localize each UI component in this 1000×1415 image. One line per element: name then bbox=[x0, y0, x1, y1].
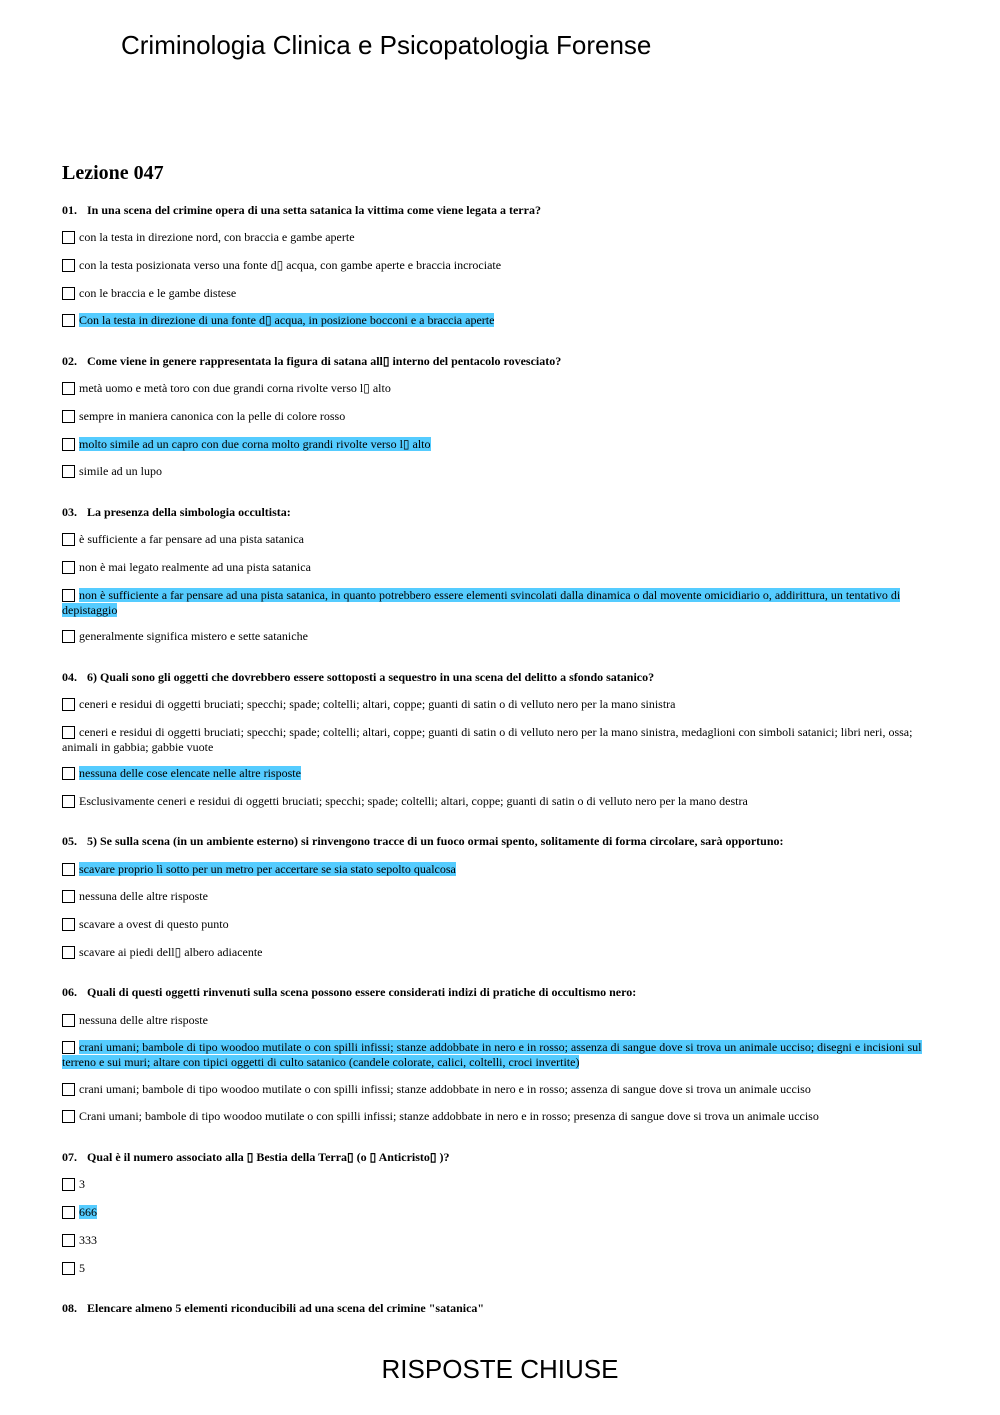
answer-option-text: sempre in maniera canonica con la pelle di colore rosso bbox=[79, 409, 346, 423]
answer-option-text: generalmente significa mistero e sette sataniche bbox=[79, 629, 308, 643]
answer-option-text: scavare proprio lì sotto per un metro per accertare se sia stato sepolto qualcosa bbox=[79, 862, 456, 876]
answer-option-text: non è mai legato realmente ad una pista satanica bbox=[79, 560, 311, 574]
answer-option-text: nessuna delle altre risposte bbox=[79, 1013, 208, 1027]
answer-option-text: ceneri e residui di oggetti bruciati; specchi; spade; coltelli; altari, coppe; guanti di satin o di velluto nero per la mano sinistra bbox=[79, 697, 676, 711]
lesson-title: Lezione 047 bbox=[62, 162, 164, 184]
answer-option-text: con la testa posizionata verso una fonte d▯ acqua, con gambe aperte e braccia incrociate bbox=[79, 258, 502, 272]
answer-checkbox[interactable] bbox=[62, 946, 75, 959]
answer-option bbox=[62, 794, 937, 809]
answer-checkbox[interactable] bbox=[62, 698, 75, 711]
answer-checkbox[interactable] bbox=[62, 465, 75, 478]
answer-option bbox=[62, 889, 937, 904]
answer-checkbox[interactable] bbox=[62, 767, 75, 780]
answer-option-text: crani umani; bambole di tipo woodoo mutilate o con spilli infissi; stanze addobbate in nero e in rosso; assenza di sangue dove si trova un animale ucciso; disegni e incisioni sul terreno e sui muri; altare con tipici oggetti di culto satanico (candele colorate, calici, coltelli, croci invertite) bbox=[62, 1040, 922, 1069]
answer-checkbox[interactable] bbox=[62, 438, 75, 451]
answer-option-text: con la testa in direzione nord, con braccia e gambe aperte bbox=[79, 230, 355, 244]
answer-option-text: 5 bbox=[79, 1261, 85, 1275]
question-number: 07. bbox=[62, 1150, 77, 1164]
answer-checkbox[interactable] bbox=[62, 1110, 75, 1123]
answer-option bbox=[62, 230, 937, 245]
question-heading bbox=[62, 670, 937, 685]
answer-option-text: nessuna delle cose elencate nelle altre risposte bbox=[79, 766, 301, 780]
answer-option bbox=[62, 629, 937, 644]
question-text: La presenza della simbologia occultista: bbox=[87, 505, 291, 519]
answer-option bbox=[62, 697, 937, 712]
question-text: Qual è il numero associato alla ▯ Bestia della Terra▯ (o ▯ Anticristo▯ )? bbox=[87, 1150, 450, 1164]
question-number: 04. bbox=[62, 670, 77, 684]
answer-option bbox=[62, 1109, 937, 1124]
answer-option bbox=[62, 560, 937, 575]
answer-checkbox[interactable] bbox=[62, 1041, 75, 1054]
answer-checkbox[interactable] bbox=[62, 1083, 75, 1096]
answer-checkbox[interactable] bbox=[62, 1014, 75, 1027]
answer-checkbox[interactable] bbox=[62, 231, 75, 244]
answer-option-correct bbox=[62, 766, 937, 781]
answer-option bbox=[62, 725, 937, 755]
answer-option bbox=[62, 1177, 937, 1192]
answer-option bbox=[62, 1013, 937, 1028]
answer-checkbox[interactable] bbox=[62, 795, 75, 808]
answer-option-text: 333 bbox=[79, 1233, 97, 1247]
section-footer-label: RISPOSTE CHIUSE bbox=[381, 1354, 619, 1384]
answer-option-correct bbox=[62, 313, 937, 328]
answer-option bbox=[62, 1233, 937, 1248]
answer-option bbox=[62, 917, 937, 932]
document-header-title: Criminologia Clinica e Psicopatologia Forense bbox=[121, 30, 652, 60]
answer-option-text: Esclusivamente ceneri e residui di oggetti bruciati; specchi; spade; coltelli; altari, coppe; guanti di satin o di velluto nero per la mano destra bbox=[79, 794, 748, 808]
question-heading bbox=[62, 505, 937, 520]
answer-option-correct bbox=[62, 1205, 937, 1220]
answer-option-text: con le braccia e le gambe distese bbox=[79, 286, 237, 300]
answer-checkbox[interactable] bbox=[62, 287, 75, 300]
answer-option-text: è sufficiente a far pensare ad una pista satanica bbox=[79, 532, 304, 546]
answer-checkbox[interactable] bbox=[62, 918, 75, 931]
answer-checkbox[interactable] bbox=[62, 410, 75, 423]
answer-checkbox[interactable] bbox=[62, 314, 75, 327]
answer-option bbox=[62, 1261, 937, 1276]
answer-option-text: nessuna delle altre risposte bbox=[79, 889, 208, 903]
answer-option-text: molto simile ad un capro con due corna molto grandi rivolte verso l▯ alto bbox=[79, 437, 431, 451]
answer-option-text: ceneri e residui di oggetti bruciati; specchi; spade; coltelli; altari, coppe; guanti di satin o di velluto nero per la mano sinistra, medaglioni con simboli satanici; libri neri, ossa; animali in gabbia; gabbie vuote bbox=[62, 725, 913, 754]
question-heading bbox=[62, 1301, 937, 1316]
answer-option bbox=[62, 258, 937, 273]
question-number: 05. bbox=[62, 834, 77, 848]
question-text: Quali di questi oggetti rinvenuti sulla scena possono essere considerati indizi di pratiche di occultismo nero: bbox=[87, 985, 637, 999]
answer-option-correct bbox=[62, 1040, 937, 1070]
answer-checkbox[interactable] bbox=[62, 726, 75, 739]
answer-checkbox[interactable] bbox=[62, 1262, 75, 1275]
answer-option-text: scavare a ovest di questo punto bbox=[79, 917, 229, 931]
question-text: 6) Quali sono gli oggetti che dovrebbero essere sottoposti a sequestro in una scena del delitto a sfondo satanico? bbox=[87, 670, 655, 684]
answer-option-text: 666 bbox=[79, 1205, 97, 1219]
answer-option-text: non è sufficiente a far pensare ad una pista satanica, in quanto potrebbero essere elementi svincolati dalla dinamica o dal movente omicidiario o, addirittura, un tentativo di depistaggio bbox=[62, 588, 901, 617]
question-heading bbox=[62, 1150, 937, 1165]
answer-option bbox=[62, 409, 937, 424]
answer-option bbox=[62, 381, 937, 396]
question-number: 01. bbox=[62, 203, 77, 217]
answer-checkbox[interactable] bbox=[62, 1178, 75, 1191]
answer-checkbox[interactable] bbox=[62, 382, 75, 395]
answer-option-text: metà uomo e metà toro con due grandi corna rivolte verso l▯ alto bbox=[79, 381, 391, 395]
answer-option-text: simile ad un lupo bbox=[79, 464, 162, 478]
answer-option-correct bbox=[62, 437, 937, 452]
question-number: 02. bbox=[62, 354, 77, 368]
answer-option-text: 3 bbox=[79, 1177, 85, 1191]
answer-option bbox=[62, 1082, 937, 1097]
answer-checkbox[interactable] bbox=[62, 1206, 75, 1219]
answer-option bbox=[62, 532, 937, 547]
question-text: Elencare almeno 5 elementi riconducibili ad una scena del crimine "satanica" bbox=[87, 1301, 485, 1315]
answer-checkbox[interactable] bbox=[62, 589, 75, 602]
answer-option-text: scavare ai piedi dell▯ albero adiacente bbox=[79, 945, 263, 959]
answer-option-correct bbox=[62, 862, 937, 877]
answer-option bbox=[62, 464, 937, 479]
answer-option-correct bbox=[62, 588, 937, 618]
answer-option bbox=[62, 286, 937, 301]
answer-option-text: Con la testa in direzione di una fonte d▯ acqua, in posizione bocconi e a braccia aperte bbox=[79, 313, 495, 327]
answer-checkbox[interactable] bbox=[62, 561, 75, 574]
answer-checkbox[interactable] bbox=[62, 863, 75, 876]
answer-checkbox[interactable] bbox=[62, 890, 75, 903]
question-number: 08. bbox=[62, 1301, 77, 1315]
question-number: 06. bbox=[62, 985, 77, 999]
answer-checkbox[interactable] bbox=[62, 1234, 75, 1247]
question-heading bbox=[62, 985, 937, 1000]
question-text: 5) Se sulla scena (in un ambiente esterno) si rinvengono tracce di un fuoco ormai spento, solitamente di forma circolare, sarà opportuno: bbox=[87, 834, 784, 848]
question-text: In una scena del crimine opera di una setta satanica la vittima come viene legata a terra? bbox=[87, 203, 541, 217]
answer-checkbox[interactable] bbox=[62, 533, 75, 546]
answer-checkbox[interactable] bbox=[62, 259, 75, 272]
answer-option-text: Crani umani; bambole di tipo woodoo mutilate o con spilli infissi; stanze addobbate in nero e in rosso; presenza di sangue dove si trova un animale ucciso bbox=[79, 1109, 819, 1123]
question-heading bbox=[62, 203, 937, 218]
question-number: 03. bbox=[62, 505, 77, 519]
question-heading bbox=[62, 834, 937, 849]
question-text: Come viene in genere rappresentata la figura di satana all▯ interno del pentacolo rovesciato? bbox=[87, 354, 562, 368]
answer-option bbox=[62, 945, 937, 960]
answer-option-text: crani umani; bambole di tipo woodoo mutilate o con spilli infissi; stanze addobbate in nero e in rosso; assenza di sangue dove si trova un animale ucciso bbox=[79, 1082, 811, 1096]
question-heading bbox=[62, 354, 937, 369]
answer-checkbox[interactable] bbox=[62, 630, 75, 643]
